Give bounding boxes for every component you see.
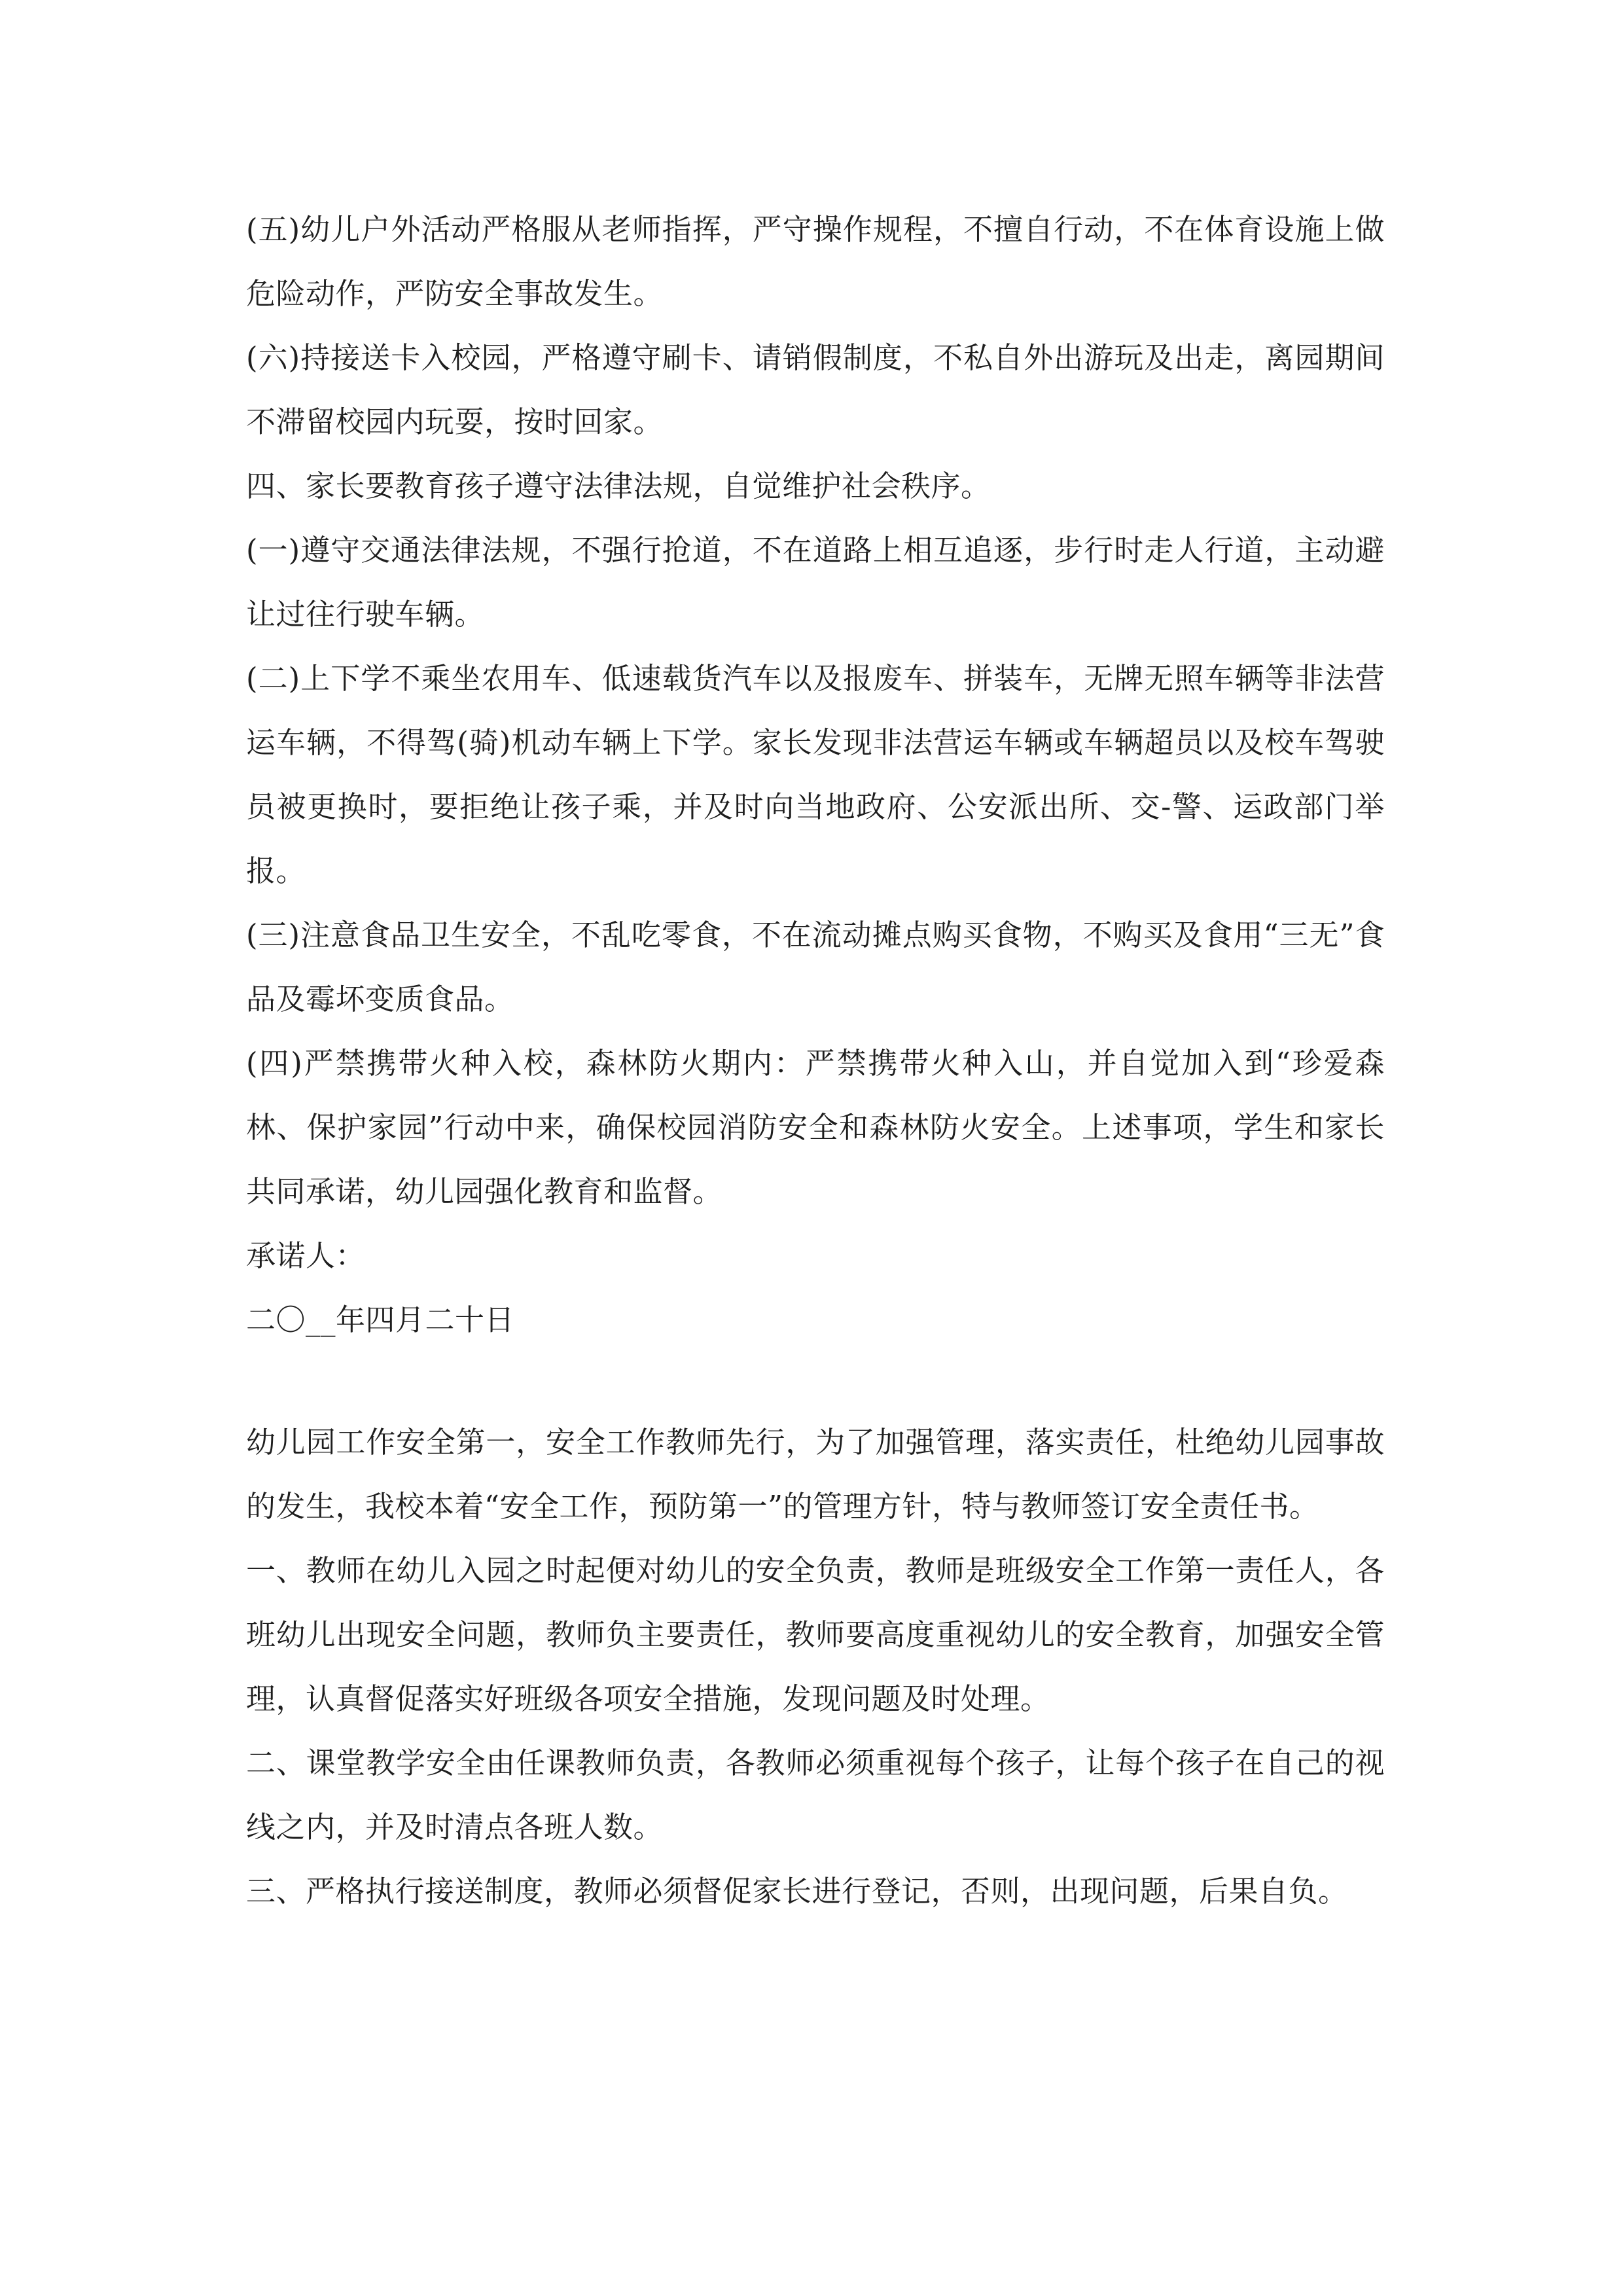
clause-one: (一)遵守交通法律法规，不强行抢道，不在道路上相互追逐，步行时走人行道，主动避让过往行驶车辆。 <box>246 533 1385 632</box>
item-one: 一、教师在幼儿入园之时起便对幼儿的安全负责，教师是班级安全工作第一责任人，各班幼儿出现安全问题，教师负主要责任，教师要高度重视幼儿的安全教育，加强安全管理，认真督促落实好班级各项安全措施，发现问题及时处理。 <box>246 1553 1385 1716</box>
item-three: 三、严格执行接送制度，教师必须督促家长进行登记，否则，出现问题，后果自负。 <box>246 1874 1348 1909</box>
intro-paragraph: 幼儿园工作安全第一，安全工作教师先行，为了加强管理，落实责任，杜绝幼儿园事故的发生，我校本着“安全工作，预防第一”的管理方针，特与教师签订安全责任书。 <box>246 1425 1385 1524</box>
date-line: 二〇__年四月二十日 <box>246 1302 515 1337</box>
section-four-heading: 四、家长要教育孩子遵守法律法规，自觉维护社会秩序。 <box>246 469 991 503</box>
pledge-section <box>246 198 1385 1352</box>
clause-two: (二)上下学不乘坐农用车、低速载货汽车以及报废车、拼装车，无牌无照车辆等非法营运车辆，不得驾(骑)机动车辆上下学。家长发现非法营运车辆或车辆超员以及校车驾驶员被更换时，要拒绝让孩子乘，并及时向当地政府、公安派出所、交-警、运政部门举报。 <box>246 661 1385 888</box>
signatory-label: 承诺人： <box>246 1238 366 1273</box>
clause-six: (六)持接送卡入校园，严格遵守刷卡、请销假制度，不私自外出游玩及出走，离园期间不滞留校园内玩耍，按时回家。 <box>246 340 1385 439</box>
clause-four: (四)严禁携带火种入校，森林防火期内：严禁携带火种入山，并自觉加入到“珍爱森林、保护家园”行动中来，确保校园消防安全和森林防火安全。上述事项，学生和家长共同承诺，幼儿园强化教育和监督。 <box>246 1046 1385 1209</box>
clause-three: (三)注意食品卫生安全，不乱吃零食，不在流动摊点购买食物，不购买及食用“三无”食品及霉坏变质食品。 <box>246 918 1385 1016</box>
item-two: 二、课堂教学安全由任课教师负责，各教师必须重视每个孩子，让每个孩子在自己的视线之内，并及时清点各班人数。 <box>246 1746 1385 1844</box>
clause-five: (五)幼儿户外活动严格服从老师指挥，严守操作规程，不擅自行动，不在体育设施上做危险动作，严防安全事故发生。 <box>246 212 1385 311</box>
teacher-responsibility-section <box>246 1410 1385 1924</box>
